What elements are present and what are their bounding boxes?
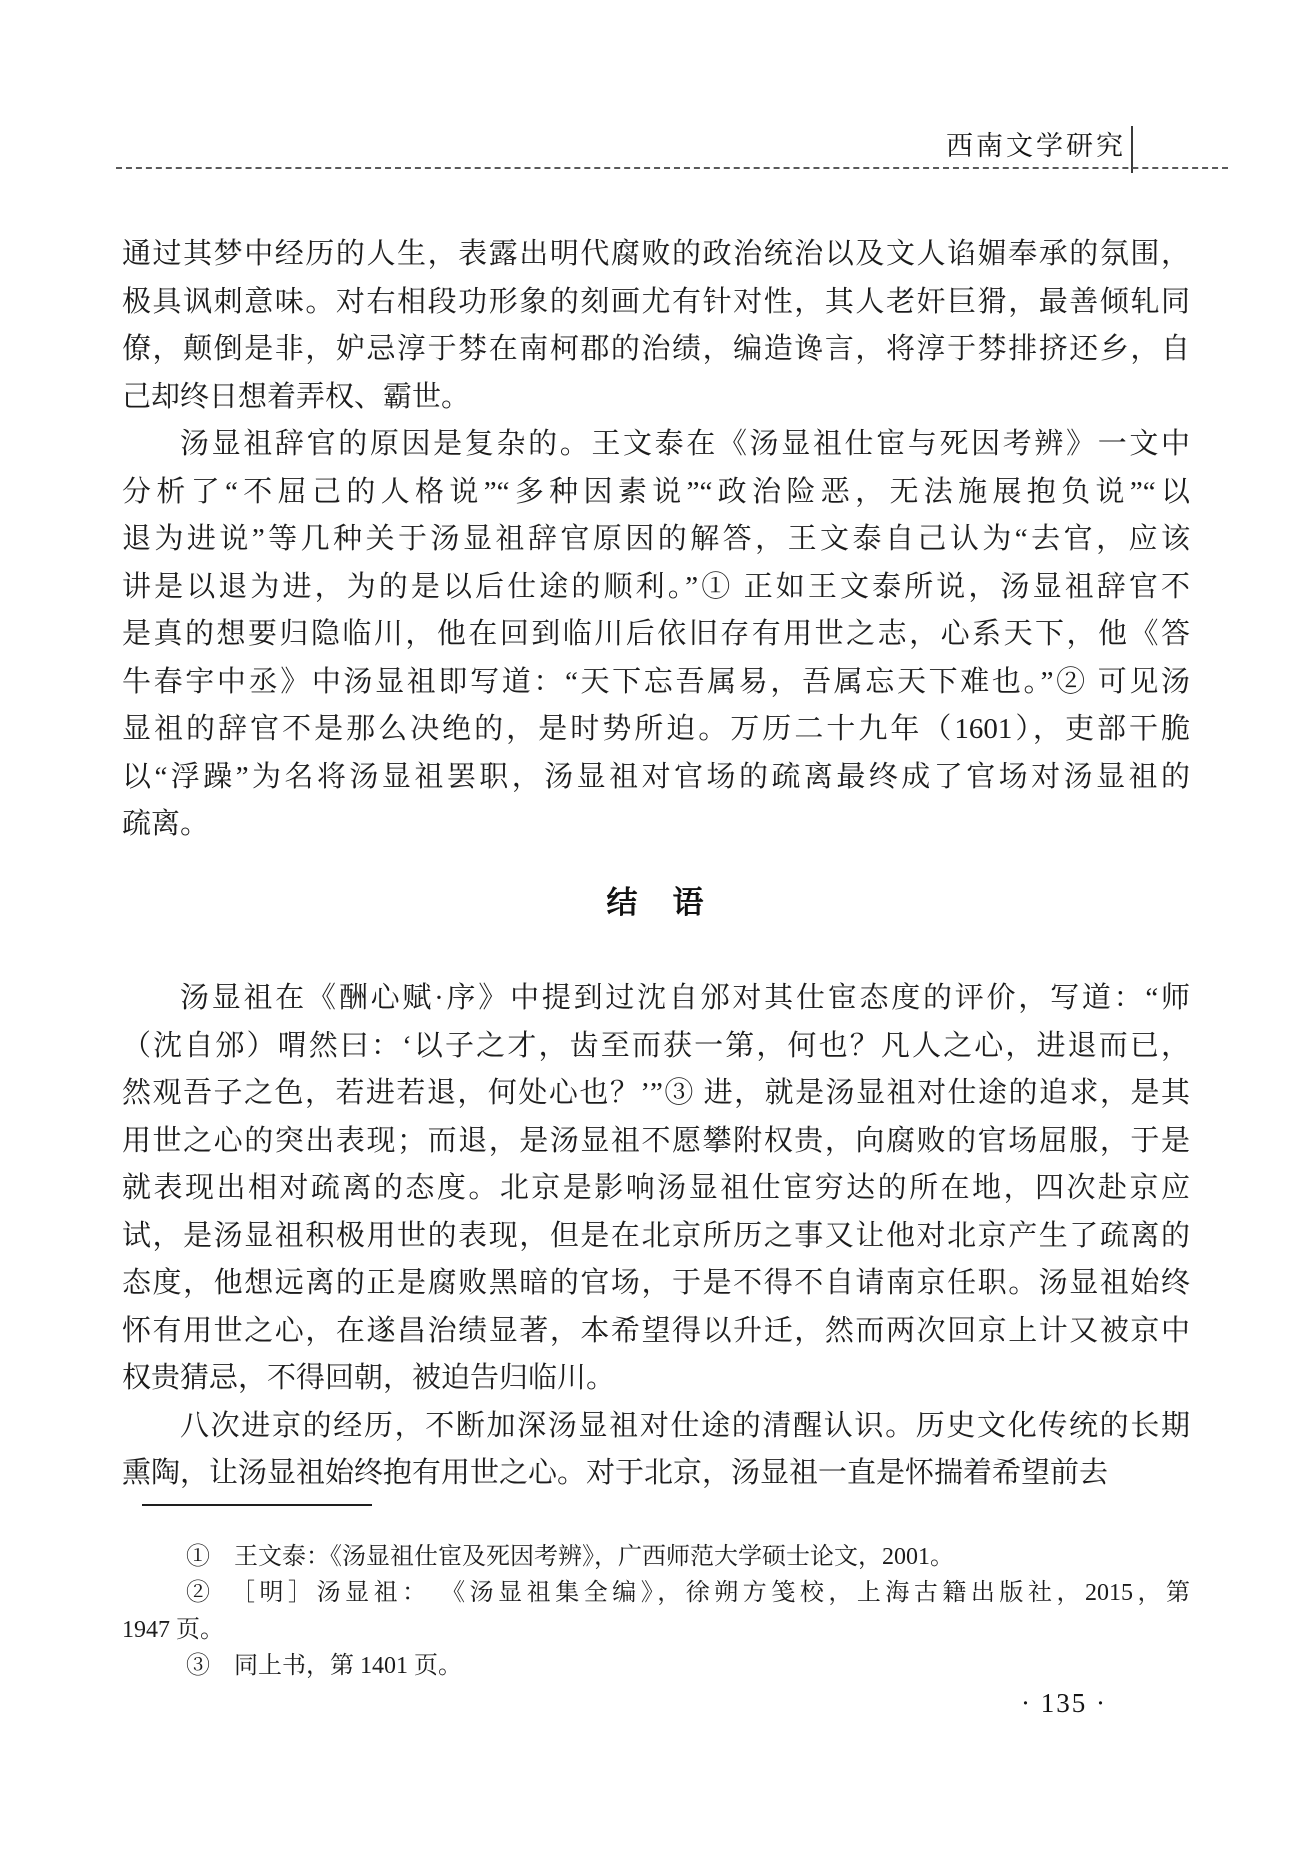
text-line: 怀有用世之心，在遂昌治绩显著，本希望得以升迁，然而两次回京上计又被京中 [122,1314,1190,1347]
section-heading: 结 语 [606,884,706,920]
footnote-divider [142,1504,372,1506]
text-line: 以“浮躁”为名将汤显祖罢职，汤显祖对官场的疏离最终成了官场对汤显祖的 [122,760,1190,793]
text-line: （沈自邠）喟然曰：‘以子之才，齿至而获一第，何也？凡人之心，进退而已， [122,1029,1190,1062]
text-line: 己却终日想着弄权、霸世。 [122,380,471,413]
footnotes [122,1539,1190,1685]
text-line: 通过其梦中经历的人生，表露出明代腐败的政治统治以及文人谄媚奉承的氛围， [122,238,1190,270]
text-line: 显祖的辞官不是那么决绝的，是时势所迫。万历二十九年（1601），吏部干脆 [122,713,1190,745]
text-line: 退为进说”等几种关于汤显祖辞官原因的解答，王文泰自己认为“去官，应该 [122,523,1190,555]
text-line: 熏陶，让汤显祖始终抱有用世之心。对于北京，汤显祖一直是怀揣着希望前去 [122,1457,1109,1489]
text-line: 试，是汤显祖积极用世的表现，但是在北京所历之事又让他对北京产生了疏离的 [122,1219,1190,1252]
body-text [122,231,1190,1685]
text-line: 用世之心的突出表现；而退，是汤显祖不愿攀附权贵，向腐败的官场屈服，于是 [122,1124,1190,1157]
text-line: 分析了“不屈己的人格说”“多种因素说”“政治险恶，无法施展抱负说”“以 [122,475,1190,508]
text-line: 权贵猜忌，不得回朝，被迫告归临川。 [122,1362,616,1394]
text-line: 疏离。 [122,808,210,840]
footnote-3: ③ 同上书，第 1401 页。 [186,1653,462,1679]
text-line: 就表现出相对疏离的态度。北京是影响汤显祖仕宦穷达的所在地，四次赴京应 [122,1172,1190,1204]
page-number: · 135 · [1021,1688,1107,1718]
header-divider-dashed [116,167,1228,169]
header-divider-vertical [1131,126,1133,173]
text-line: 态度，他想远离的正是腐败黑暗的官场，于是不得不自请南京任职。汤显祖始终 [122,1267,1190,1299]
text-line: 然观吾子之色，若进若退，何处心也？’”③ 进，就是汤显祖对仕途的追求，是其 [122,1077,1190,1109]
footnote-1: ① 王文泰：《汤显祖仕宦及死因考辨》，广西师范大学硕士论文，2001。 [186,1543,954,1570]
text-line: 汤显祖在《酬心赋·序》中提到过沈自邠对其仕宦态度的评价，写道：“师 [180,982,1190,1014]
text-line: 极具讽刺意味。对右相段功形象的刻画尤有针对性，其人老奸巨猾，最善倾轧同 [122,285,1190,318]
text-line: 八次进京的经历，不断加深汤显祖对仕途的清醒认识。历史文化传统的长期 [180,1409,1190,1442]
text-line: 牛春宇中丞》中汤显祖即写道：“天下忘吾属易，吾属忘天下难也。”② 可见汤 [122,665,1190,698]
journal-title: 西南文学研究 [946,131,1126,161]
footnote-2-cont: 1947 页。 [122,1616,224,1643]
page-header [118,130,1126,162]
text-line: 僚，颠倒是非，妒忌淳于棼在南柯郡的治绩，编造谗言，将淳于棼排挤还乡，自 [122,333,1190,365]
text-line: 讲是以退为进，为的是以后仕途的顺利。”① 正如王文泰所说，汤显祖辞官不 [122,570,1190,603]
footnote-2: ② ［明］汤显祖： 《汤显祖集全编》，徐朔方笺校，上海古籍出版社，2015，第 [186,1580,1190,1606]
text-line: 汤显祖辞官的原因是复杂的。王文泰在《汤显祖仕宦与死因考辨》一文中 [180,428,1190,460]
text-line: 是真的想要归隐临川，他在回到临川后依旧存有用世之志，心系天下，他《答 [122,618,1190,650]
